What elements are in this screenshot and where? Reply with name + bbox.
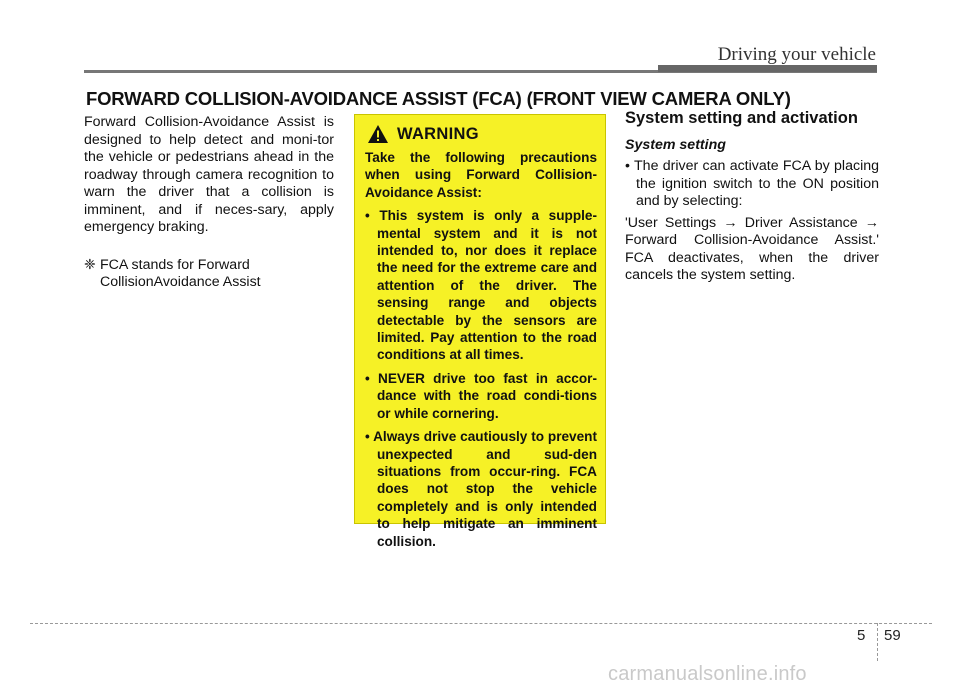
warning-title: WARNING: [397, 124, 479, 143]
section-title: FORWARD COLLISION-AVOIDANCE ASSIST (FCA) (FRONT VIEW CAMERA ONLY): [86, 88, 791, 109]
footer-rule: [30, 623, 932, 624]
watermark: carmanualsonline.info: [608, 663, 807, 685]
warning-header: [365, 123, 597, 145]
warning-triangle-icon: [367, 124, 389, 144]
settings-path-paragraph: 'User Settings → Driver Assistance → Forward Collision-Avoidance Assist.' FCA deactivates, when the driver cancels the system setting.: [625, 214, 879, 283]
system-setting-subheading: System setting: [625, 136, 726, 153]
chapter-title: Driving your vehicle: [717, 44, 876, 65]
activation-bullet: • The driver can activate FCA by placing the ignition switch to the ON position and by selecting:: [625, 158, 879, 211]
note-symbol-icon: ❈: [84, 256, 96, 273]
page-number-divider: [877, 623, 878, 661]
warning-item: • This system is only a supple-mental system and it is not intended to, nor does it replace the need for the extreme care and attention of the driver. The sensing range and objects detectable by the sensors are limited. Pay attention to the road conditions at all times.: [365, 207, 597, 364]
abbreviation-note: [84, 257, 334, 292]
note-line-2: CollisionAvoidance Assist: [100, 274, 261, 290]
note-text: [100, 257, 334, 292]
warning-box: [354, 114, 606, 549]
system-setting-heading: System setting and activation: [625, 109, 858, 127]
note-line-1: FCA stands for Forward: [100, 256, 250, 273]
warning-intro: Take the following precautions when using Forward Collision-Avoidance Assist:: [365, 150, 597, 200]
left-column: [84, 114, 334, 292]
header-rule-accent: [658, 65, 877, 72]
chapter-number: 5: [857, 627, 866, 644]
right-column: [625, 110, 879, 285]
warning-item: • Always drive cautiously to prevent unexpected and sud-den situations from occur-ring. FCA does not stop the vehicle completely and is only intended to help mitigate an imminent collision.: [365, 428, 597, 550]
page-number: 59: [884, 627, 901, 644]
intro-paragraph: Forward Collision-Avoidance Assist is designed to help detect and moni-tor the vehicle or pedestrians ahead in the roadway through camera recognition to warn the driver that a collision is imminent, and if neces-sary, apply emergency braking.: [84, 114, 334, 235]
warning-item: • NEVER drive too fast in accor-dance with the road condi-tions or while cornering.: [365, 370, 597, 422]
warning-list: [365, 207, 597, 550]
